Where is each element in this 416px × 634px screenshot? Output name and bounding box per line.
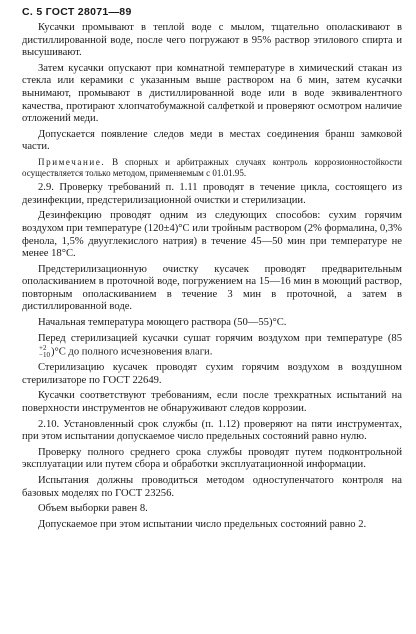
temp-before: Перед стерилизацией кусачки сушат горячим воздухом при температуре (85 [38, 332, 402, 344]
paragraph: Объем выборки равен 8. [38, 503, 148, 515]
paragraph: Допускается появление следов меди в местах соединения бранш замковой части. [22, 128, 402, 153]
tolerance-upper: +2 [39, 344, 47, 353]
page-header: С. 5 ГОСТ 28071—89 [22, 6, 132, 18]
tolerance-fraction [23, 345, 50, 359]
paragraph: Проверку полного среднего срока службы проводят путем подконтрольной эксплуатации или путем сбора и обработки эксплуатационной информации. [22, 446, 402, 471]
paragraph: 2.10. Установленный срок службы (п. 1.12) проверяют на пяти инструментах, при этом испытании допускаемое число предельных состояний равно нулю. [22, 418, 402, 443]
paragraph: Затем кусачки опускают при комнатной температуре в химический стакан из стекла или керамики с указанным выше раствором на 6 мин, затем кусачки вынимают, промывают в дистиллированной воде или в воде эквивалентного качества, протирают хлопчатобумажной салфеткой и проверяют осмотром наличие отложений меди. [22, 62, 402, 125]
paragraph: Дезинфекцию проводят одним из следующих способов: сухим горячим воздухом при температуре (120±4)°С или тройным раствором (2% формалина, 0,3% фенола, 1,5% двууглекислого натрия) в течение 45—50 мин при температуре не менее 18°С. [22, 210, 402, 260]
paragraph: Предстерилизационную очистку кусачек проводят предварительным ополаскиванием в проточной воде, погружением на 15—16 мин в моющий раствор, повторным ополаскиванием в течение 3 мин в проточной, а затем в дистиллированной воде. [22, 263, 402, 313]
paragraph: 2.9. Проверку требований п. 1.11 проводят в течение цикла, состоящего из дезинфекции, предстерилизационной очистки и стерилизации. [22, 182, 402, 206]
paragraph: Испытания должны проводиться методом одноступенчатого контроля на базовых моделях по ГОСТ 23256. [22, 475, 402, 499]
paragraph: Кусачки промывают в теплой воде с мылом, тщательно ополаскивают в дистиллированной воде, после чего погружают в 95% раствор этилового спирта и высушивают. [22, 22, 402, 59]
paragraph-temperature [22, 333, 402, 360]
paragraph: Начальная температура моющего раствора (50—55)°С. [38, 317, 287, 329]
tolerance-lower: −10 [39, 351, 50, 360]
note-label: Примечание. [38, 156, 106, 167]
note-text: В спорных и арбитражных случаях контроль коррозионностойкости осуществляется только методом, применяемым с 01.01.95. [22, 156, 402, 178]
temp-after: )°С до полного исчезновения влаги. [50, 346, 213, 358]
paragraph: Допускаемое при этом испытании число предельных состояний равно 2. [38, 518, 367, 530]
paragraph: Стерилизацию кусачек проводят сухим горячим воздухом в воздушном стерилизаторе по ГОСТ 22649. [22, 362, 402, 386]
paragraph: Кусачки соответствуют требованиям, если после трехкратных испытаний на поверхности инструментов не обнаруживают следов коррозии. [22, 390, 402, 415]
note [22, 157, 402, 178]
